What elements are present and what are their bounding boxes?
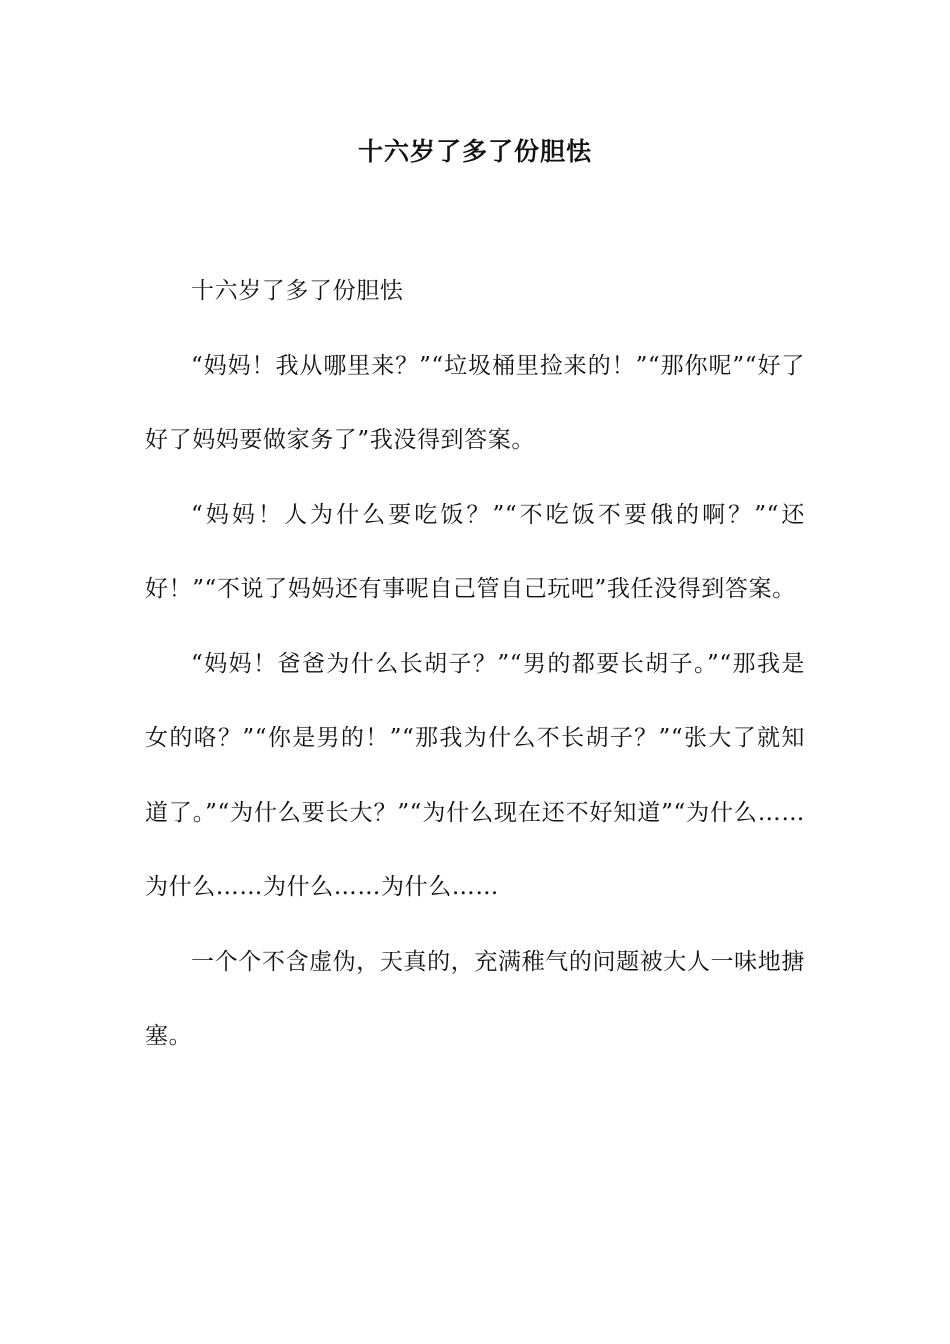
paragraph-4: 一个个不含虚伪，天真的，充满稚气的问题被大人一味地搪塞。 — [145, 948, 805, 1049]
paragraph-1: “妈妈！我从哪里来？”“垃圾桶里捡来的！”“那你呢”“好了好了妈妈要做家务了”我没得到答案。 — [145, 352, 805, 453]
document-title: 十六岁了多了份胆怯 — [357, 137, 592, 166]
document-body — [145, 254, 805, 1074]
paragraph-subtitle: 十六岁了多了份胆怯 — [191, 278, 404, 304]
paragraph-3: “妈妈！爸爸为什么长胡子？”“男的都要长胡子。”“那我是女的咯？”“你是男的！”“那我为什么不长胡子？”“张大了就知道了。”“为什么要长大？”“为什么现在还不好知道”“为什么……为什么……为什么……为什么…… — [145, 650, 805, 900]
paragraph-2: “妈妈！人为什么要吃饭？”“不吃饭不要俄的啊？”“还好！”“不说了妈妈还有事呢自己管自己玩吧”我任没得到答案。 — [145, 501, 805, 602]
